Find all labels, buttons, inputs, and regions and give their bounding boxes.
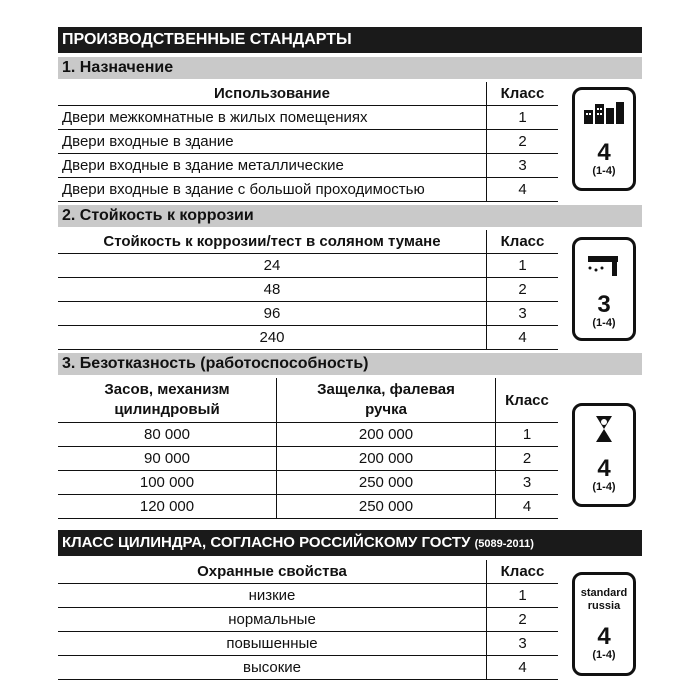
col-class-header: Класс <box>487 560 559 584</box>
col-latch-header-line2: ручка <box>365 401 407 418</box>
class-cell: 4 <box>487 178 559 202</box>
security-cell: низкие <box>58 584 487 608</box>
class-cell: 3 <box>496 471 559 495</box>
table-header-row <box>58 82 558 106</box>
class-cell: 2 <box>487 130 559 154</box>
hours-cell: 48 <box>58 278 487 302</box>
table-row <box>58 154 558 178</box>
reliability-table <box>58 378 558 519</box>
class-range: (1-4) <box>592 649 616 661</box>
purpose-class-badge <box>572 87 636 191</box>
table-header-row <box>58 378 558 423</box>
class-cell: 1 <box>487 254 559 278</box>
table-row <box>58 423 558 447</box>
table-row <box>58 495 558 519</box>
col-class-header: Класс <box>487 82 559 106</box>
table-row <box>58 106 558 130</box>
class-value: 4 <box>597 139 611 166</box>
salt-spray-icon <box>575 250 633 283</box>
table-row <box>58 584 558 608</box>
hours-cell: 240 <box>58 326 487 350</box>
table-row <box>58 471 558 495</box>
class-cell: 1 <box>487 106 559 130</box>
security-cell: высокие <box>58 656 487 680</box>
section-title-reliability: 3. Безотказность (работоспособность) <box>58 353 642 375</box>
bolt-cycles-cell: 80 000 <box>58 423 277 447</box>
security-cell: повышенные <box>58 632 487 656</box>
class-cell: 3 <box>487 154 559 178</box>
col-class-header: Класс <box>496 378 559 423</box>
table-row <box>58 302 558 326</box>
reliability-class-badge <box>572 403 636 507</box>
table-row <box>58 130 558 154</box>
class-cell: 3 <box>487 302 559 326</box>
table-row <box>58 326 558 350</box>
table-row <box>58 632 558 656</box>
latch-cycles-cell: 250 000 <box>277 495 496 519</box>
class-range: (1-4) <box>592 481 616 493</box>
col-class-header: Класс <box>487 230 559 254</box>
cylinder-table <box>58 560 558 680</box>
table-header-row <box>58 560 558 584</box>
security-cell: нормальные <box>58 608 487 632</box>
class-cell: 1 <box>496 423 559 447</box>
latch-cycles-cell: 250 000 <box>277 471 496 495</box>
table-row <box>58 278 558 302</box>
col-bolt-header <box>58 378 277 423</box>
table-row <box>58 608 558 632</box>
corrosion-class-badge <box>572 237 636 341</box>
page-title: ПРОИЗВОДСТВЕННЫЕ СТАНДАРТЫ <box>58 27 642 53</box>
class-value: 4 <box>597 455 611 482</box>
class-cell: 2 <box>487 278 559 302</box>
class-cell: 4 <box>487 326 559 350</box>
buildings-icon <box>575 100 633 129</box>
table-row <box>58 254 558 278</box>
col-bolt-header-line1: Засов, механизм <box>104 381 230 398</box>
standard-label: standard <box>580 587 628 599</box>
col-bolt-header-line2: цилиндровый <box>114 401 220 418</box>
hourglass-icon <box>575 414 633 449</box>
usage-cell: Двери входные в здание металлические <box>58 154 487 178</box>
class-cell: 4 <box>496 495 559 519</box>
usage-cell: Двери входные в здание с большой проходимостью <box>58 178 487 202</box>
class-value: 3 <box>597 291 611 318</box>
class-value: 4 <box>597 623 611 650</box>
cylinder-title-text: КЛАСС ЦИЛИНДРА, СОГЛАСНО РОССИЙСКОМУ ГОСТУ <box>62 534 471 551</box>
bolt-cycles-cell: 100 000 <box>58 471 277 495</box>
russia-label: russia <box>587 600 621 612</box>
corrosion-table <box>58 230 558 350</box>
latch-cycles-cell: 200 000 <box>277 447 496 471</box>
table-header-row <box>58 230 558 254</box>
class-cell: 2 <box>496 447 559 471</box>
cylinder-section-title <box>58 530 642 556</box>
class-cell: 3 <box>487 632 559 656</box>
table-row <box>58 178 558 202</box>
latch-cycles-cell: 200 000 <box>277 423 496 447</box>
class-cell: 4 <box>487 656 559 680</box>
class-cell: 2 <box>487 608 559 632</box>
gost-code: (5089-2011) <box>474 538 534 550</box>
class-range: (1-4) <box>592 317 616 329</box>
col-usage-header: Использование <box>58 82 487 106</box>
hours-cell: 96 <box>58 302 487 326</box>
col-latch-header-line1: Защелка, фалевая <box>317 381 455 398</box>
section-title-purpose: 1. Назначение <box>58 57 642 79</box>
usage-cell: Двери межкомнатные в жилых помещениях <box>58 106 487 130</box>
col-test-header: Стойкость к коррозии/тест в соляном тумане <box>58 230 487 254</box>
col-latch-header <box>277 378 496 423</box>
purpose-table <box>58 82 558 202</box>
cylinder-class-badge <box>572 572 636 676</box>
usage-cell: Двери входные в здание <box>58 130 487 154</box>
bolt-cycles-cell: 90 000 <box>58 447 277 471</box>
class-range: (1-4) <box>592 165 616 177</box>
class-cell: 1 <box>487 584 559 608</box>
table-row <box>58 656 558 680</box>
hours-cell: 24 <box>58 254 487 278</box>
col-security-header: Охранные свойства <box>58 560 487 584</box>
table-row <box>58 447 558 471</box>
bolt-cycles-cell: 120 000 <box>58 495 277 519</box>
section-title-corrosion: 2. Стойкость к коррозии <box>58 205 642 227</box>
